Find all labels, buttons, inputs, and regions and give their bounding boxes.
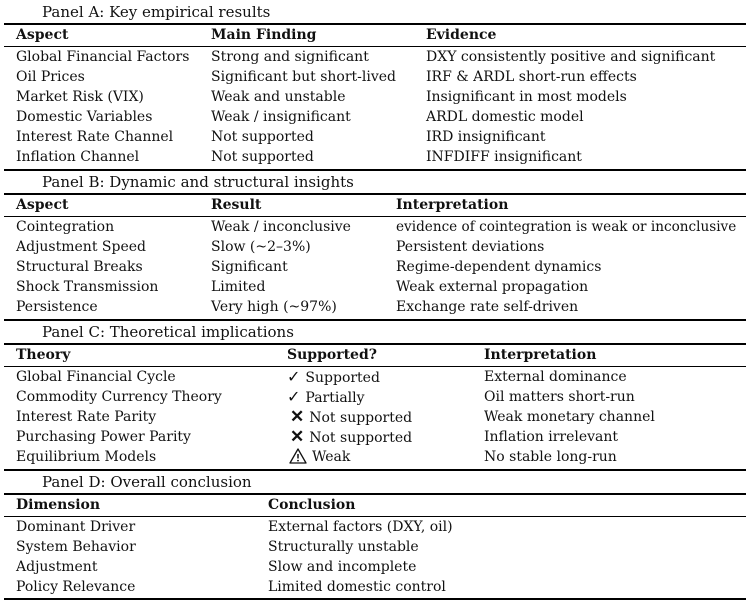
table-row xyxy=(4,367,746,387)
aspect-cell: Shock Transmission xyxy=(16,279,159,295)
cross-icon: ✕ xyxy=(290,427,305,447)
panel-c-top-rule xyxy=(4,343,746,345)
table-row xyxy=(4,277,746,297)
aspect-cell: Oil Prices xyxy=(16,69,85,85)
theory-cell: Global Financial Cycle xyxy=(16,369,176,385)
supported-label: Not supported xyxy=(309,430,413,446)
panel-b-bottom-rule xyxy=(4,319,746,321)
aspect-cell: Persistence xyxy=(16,299,98,315)
result-cell: Weak / inconclusive xyxy=(211,219,351,235)
main-finding-cell: Weak / insignificant xyxy=(211,109,351,125)
interpretation-cell: Weak monetary channel xyxy=(484,409,655,425)
evidence-cell: ARDL domestic model xyxy=(426,109,584,125)
supported-cell xyxy=(287,387,365,408)
dimension-cell: Policy Relevance xyxy=(16,579,136,595)
theory-cell: Equilibrium Models xyxy=(16,449,157,465)
supported-cell xyxy=(289,447,350,467)
main-finding-cell: Not supported xyxy=(211,129,314,145)
table-row xyxy=(4,517,746,537)
cross-icon: ✕ xyxy=(290,407,305,427)
table-row xyxy=(4,147,746,167)
table-row xyxy=(4,297,746,317)
supported-label: Weak xyxy=(312,449,351,465)
table-row xyxy=(4,47,746,67)
supported-label: Partially xyxy=(305,390,365,406)
table-row xyxy=(4,107,746,127)
supported-label: Not supported xyxy=(309,410,413,426)
panel-d xyxy=(4,472,746,600)
evidence-cell: IRD insignificant xyxy=(426,129,546,145)
table-row xyxy=(4,447,746,467)
main-finding-cell: Significant but short-lived xyxy=(211,69,396,85)
aspect-cell: Adjustment Speed xyxy=(16,239,146,255)
result-cell: Very high (~97%) xyxy=(211,299,337,315)
table-row xyxy=(4,257,746,277)
table-row xyxy=(4,127,746,147)
panel-b-title: Panel B: Dynamic and structural insights xyxy=(42,173,354,191)
interpretation-cell: Persistent deviations xyxy=(396,239,545,255)
theory-cell: Commodity Currency Theory xyxy=(16,389,222,405)
panel-a xyxy=(4,2,746,170)
panel-a-bottom-rule xyxy=(4,169,746,171)
supported-cell xyxy=(290,427,412,448)
panel-a-top-rule xyxy=(4,23,746,25)
conclusion-cell: Structurally unstable xyxy=(268,539,419,555)
panel-a-header-aspect: Aspect xyxy=(16,27,69,43)
interpretation-cell: Weak external propagation xyxy=(396,279,589,295)
interpretation-cell: Regime-dependent dynamics xyxy=(396,259,602,275)
aspect-cell: Interest Rate Channel xyxy=(16,129,174,145)
panel-d-top-rule xyxy=(4,493,746,495)
interpretation-cell: Inflation irrelevant xyxy=(484,429,619,445)
result-cell: Limited xyxy=(211,279,266,295)
conclusion-cell: Limited domestic control xyxy=(268,579,446,595)
panel-d-title: Panel D: Overall conclusion xyxy=(42,473,252,491)
panel-a-header-main-finding: Main Finding xyxy=(211,27,317,43)
table-row xyxy=(4,557,746,577)
main-finding-cell: Strong and significant xyxy=(211,49,369,65)
panel-c-header-supported: Supported? xyxy=(287,347,377,363)
dimension-cell: System Behavior xyxy=(16,539,136,555)
theory-cell: Interest Rate Parity xyxy=(16,409,157,425)
main-finding-cell: Not supported xyxy=(211,149,314,165)
table-row xyxy=(4,87,746,107)
panel-a-header-evidence: Evidence xyxy=(426,27,497,43)
interpretation-cell: External dominance xyxy=(484,369,627,385)
panel-c-title: Panel C: Theoretical implications xyxy=(42,323,294,341)
supported-cell xyxy=(287,367,380,388)
panel-b-header-aspect: Aspect xyxy=(16,197,69,213)
panel-b xyxy=(4,172,746,320)
main-finding-cell: Weak and unstable xyxy=(211,89,346,105)
aspect-cell: Cointegration xyxy=(16,219,115,235)
table-row xyxy=(4,537,746,557)
panel-b-header-interpretation: Interpretation xyxy=(396,197,509,213)
panel-c-bottom-rule xyxy=(4,469,746,471)
theory-cell: Purchasing Power Parity xyxy=(16,429,191,445)
dimension-cell: Dominant Driver xyxy=(16,519,136,535)
aspect-cell: Global Financial Factors xyxy=(16,49,190,65)
evidence-cell: Insignificant in most models xyxy=(426,89,627,105)
table-row xyxy=(4,217,746,237)
panel-d-bottom-rule xyxy=(4,598,746,600)
table-row xyxy=(4,577,746,597)
conclusion-cell: External factors (DXY, oil) xyxy=(268,519,453,535)
panel-c xyxy=(4,322,746,470)
evidence-cell: INFDIFF insignificant xyxy=(426,149,582,165)
panel-b-top-rule xyxy=(4,193,746,195)
interpretation-cell: Oil matters short-run xyxy=(484,389,635,405)
aspect-cell: Domestic Variables xyxy=(16,109,153,125)
table-row xyxy=(4,427,746,447)
evidence-cell: DXY consistently positive and significant xyxy=(426,49,716,65)
conclusion-cell: Slow and incomplete xyxy=(268,559,417,575)
table-row xyxy=(4,387,746,407)
dimension-cell: Adjustment xyxy=(16,559,98,575)
result-cell: Significant xyxy=(211,259,288,275)
aspect-cell: Inflation Channel xyxy=(16,149,140,165)
warning-icon xyxy=(289,447,307,467)
interpretation-cell: No stable long-run xyxy=(484,449,617,465)
supported-label: Supported xyxy=(305,370,380,386)
table-row xyxy=(4,237,746,257)
panel-d-header-dimension: Dimension xyxy=(16,497,101,513)
check-icon: ✓ xyxy=(287,387,301,406)
table-row xyxy=(4,67,746,87)
table-row xyxy=(4,407,746,427)
panel-a-title: Panel A: Key empirical results xyxy=(42,3,271,21)
panel-b-header-result: Result xyxy=(211,197,262,213)
panel-d-header-conclusion: Conclusion xyxy=(268,497,356,513)
supported-cell xyxy=(290,407,412,428)
check-icon: ✓ xyxy=(287,367,301,386)
evidence-cell: IRF & ARDL short-run effects xyxy=(426,69,637,85)
result-cell: Slow (~2–3%) xyxy=(211,239,311,255)
aspect-cell: Structural Breaks xyxy=(16,259,143,275)
interpretation-cell: evidence of cointegration is weak or inconclusive xyxy=(396,219,737,235)
interpretation-cell: Exchange rate self-driven xyxy=(396,299,579,315)
aspect-cell: Market Risk (VIX) xyxy=(16,89,144,105)
panel-c-header-theory: Theory xyxy=(16,347,71,363)
panel-c-header-interpretation: Interpretation xyxy=(484,347,597,363)
